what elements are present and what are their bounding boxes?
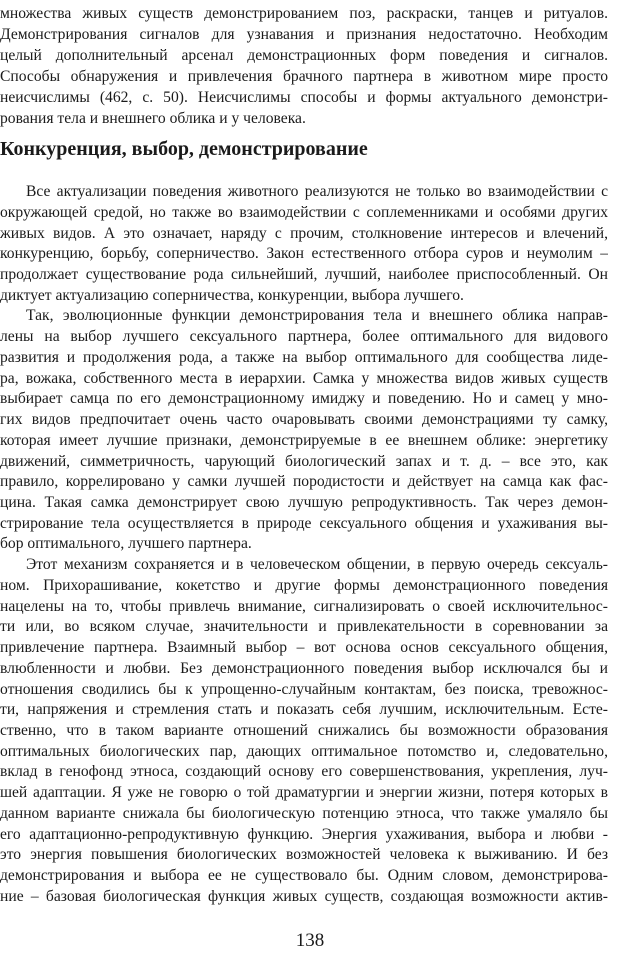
text-line: шей адаптации. Я уже не говорю о той драматургии и энергии жизни, потеря которых в: [0, 784, 608, 802]
text-line: развития и продолжения рода, а также на выбор оптимального для сообщества лиде-: [0, 348, 608, 366]
text-line: ти, напряжения и стремления стать и показать себя лучшим, исключительным. Есте-: [0, 701, 608, 719]
text-line: оптимальных биологических пар, дающих оптимальное потомство и, следовательно,: [0, 742, 608, 760]
text-line: движений, симметричность, чарующий биологический запах и т. д. – все это, как: [0, 452, 608, 470]
text-line: правило, коррелировано у самки лучшей породистости и действует на самца как фас-: [0, 473, 608, 491]
text-line: конкуренцию, борьбу, соперничество. Закон естественного отбора суров и неумолим –: [0, 245, 608, 263]
text-line: неисчислимы (462, с. 50). Неисчислимы способы и формы актуального демонстри-: [0, 89, 608, 106]
text-line: гих видов предпочитает очень часто очаровывать своими демонстрациями ту самку,: [0, 411, 608, 428]
text-line: множества живых существ демонстрированием поз, раскраски, танцев и ритуалов.: [0, 5, 608, 22]
text-line: Способы обнаружения и привлечения брачного партнера в животном мире просто: [0, 68, 608, 85]
page-number: 138: [295, 930, 325, 951]
text-line: ра, вожака, собственного места в иерархии. Самка у множества видов живых существ: [0, 369, 608, 387]
text-line: ном. Прихорашивание, кокетство и другие формы демонстрационного поведения: [0, 576, 608, 594]
section-heading: Конкуренция, выбор, демонстрирование: [0, 138, 368, 160]
text-line: нацелены на то, чтобы привлечь внимание, сигнализировать о своей исключительнос-: [0, 597, 608, 615]
text-line: продолжает существование рода сильнейший, лучший, наиболее приспособленный. Он: [0, 265, 608, 283]
text-line: лены на выбор лучшего сексуального партнера, более оптимального для видового: [0, 328, 608, 346]
text-line: данном варианте снижала бы биологическую потенцию этноса, что также умаляло бы: [0, 804, 608, 822]
text-line: целый дополнительный арсенал демонстрационных форм поведения и сигналов.: [0, 47, 608, 64]
text-line: Этот механизм сохраняется и в человеческом общении, в первую очередь сексуаль-: [26, 556, 608, 574]
text-line: ти или, во всяком случае, значительности и привлекательности в соревновании за: [0, 618, 608, 636]
text-line: Демонстрирования сигналов для узнавания и признания недостаточно. Необходим: [0, 26, 608, 43]
text-line: вклад в генофонд этноса, создающий основу его совершенствования, укрепления, луч-: [0, 763, 608, 781]
text-line: это энергия повышения биологических возможностей человека к выживанию. И без: [0, 846, 608, 864]
text-line: Так, эволюционные функции демонстрирования тела и внешнего облика направ-: [26, 307, 608, 325]
text-line: диктует актуализацию соперничества, конкуренции, выбора лучшего.: [0, 286, 464, 304]
text-line: стрирование тела осуществляется в природе сексуального общения и ухаживания вы-: [0, 514, 608, 532]
text-line: выбирает самца по его демонстрационному имиджу и поведению. Но и самец у мно-: [0, 390, 608, 408]
text-line: привлечение партнера. Взаимный выбор – вот основа основ сексуального общения,: [0, 639, 608, 657]
text-line: рования тела и внешнего облика и у человека.: [0, 110, 306, 127]
text-line: живых видов. А это означает, наряду с прочим, столкновение интересов и влечений,: [0, 224, 608, 242]
text-line: влюбленности и любви. Без демонстрационного поведения выбор исключался бы и: [0, 659, 608, 677]
text-line: демонстрирования и выбора ее не существовало бы. Одним словом, демонстрирова-: [0, 867, 608, 885]
text-line: цина. Такая самка демонстрирует свою лучшую репродуктивность. Так через демон-: [0, 493, 608, 511]
text-line: отношения сводились бы к упрощенно-случайным контактам, без поиска, тревожнос-: [0, 680, 608, 698]
text-line: его адаптационно-репродуктивную функцию. Энергия ухаживания, выбора и любви -: [0, 825, 608, 843]
text-line: Все актуализации поведения животного реализуются не только во взаимодействии с: [26, 183, 608, 200]
text-line: ние – базовая биологическая функция живых существ, создающая возможности актив-: [0, 887, 608, 905]
text-line: окружающей средой, но также во взаимодействии с соплеменниками и особями других: [0, 203, 608, 221]
text-line: ственно, что в таком варианте отношений снижались бы возможности образования: [0, 722, 608, 739]
text-line: бор оптимального, лучшего партнера.: [0, 535, 252, 553]
text-line: которая имеет лучшие признаки, демонстрируемые в ее внешнем облике: энергетику: [0, 431, 608, 449]
